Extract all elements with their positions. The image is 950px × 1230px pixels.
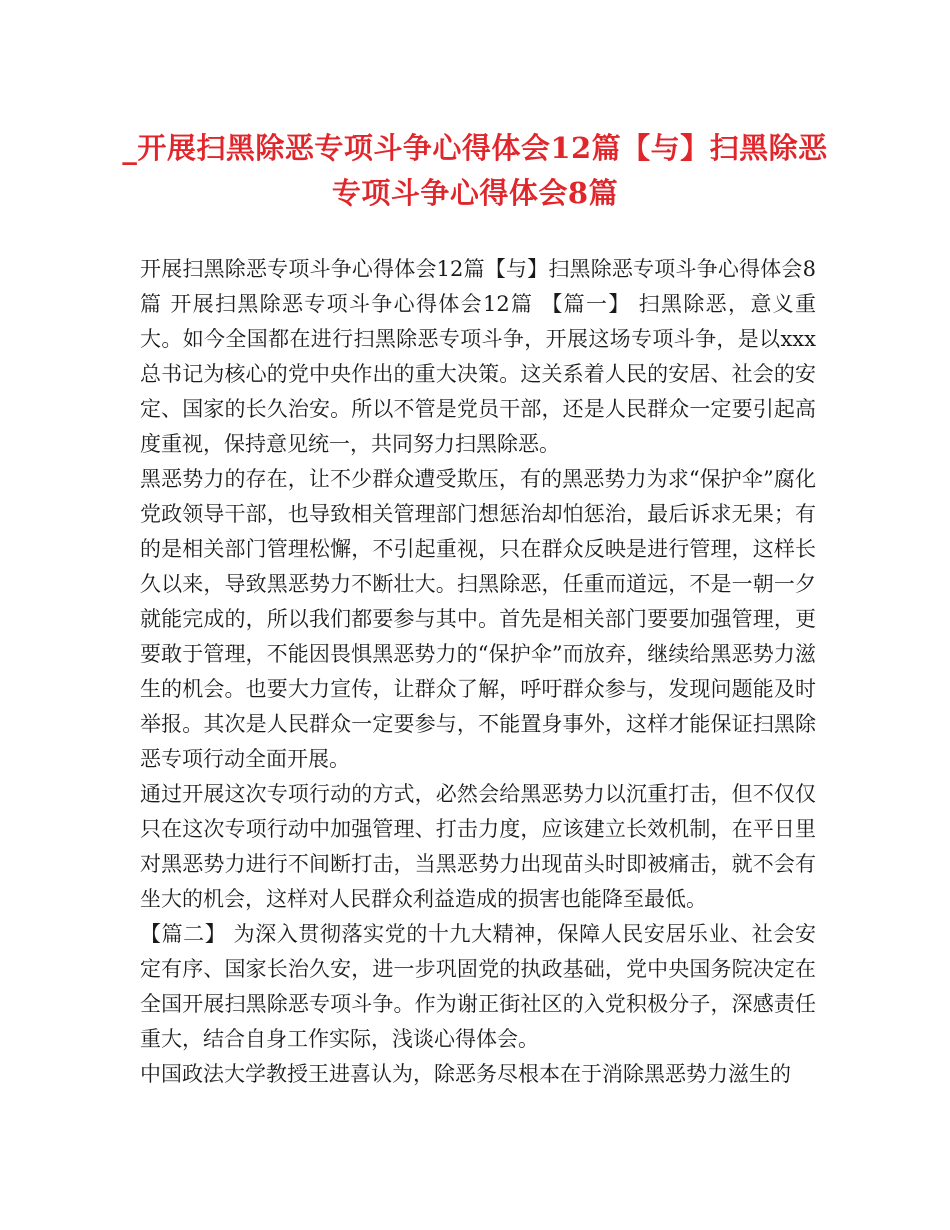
document-title: _开展扫黑除恶专项斗争心得体会12篇【与】扫黑除恶专项斗争心得体会8篇: [122, 131, 828, 210]
paragraph-3: 通过开展这次专项行动的方式，必然会给黑恶势力以沉重打击，但不仅仅只在这次专项行动中加强管理、打击力度，应该建立长效机制，在平日里对黑恶势力进行不间断打击，当黑恶势力出现苗头时即被痛击，就不会有坐大的机会，这样对人民群众利益造成的损害也能降至最低。: [140, 782, 816, 911]
paragraph-2: 黑恶势力的存在，让不少群众遭受欺压，有的黑恶势力为求“保护伞”腐化党政领导干部，也导致相关管理部门想惩治却怕惩治，最后诉求无果；有的是相关部门管理松懈，不引起重视，只在群众反映是进行管理，这样长久以来，导致黑恶势力不断壮大。扫黑除恶，任重而道远，不是一朝一夕就能完成的，所以我们都要参与其中。首先是相关部门要要加强管理，更要敢于管理，不能因畏惧黑恶势力的“保护伞”而放弃，继续给黑恶势力滋生的机会。也要大力宣传，让群众了解，呼吁群众参与，发现问题能及时举报。其次是人民群众一定要参与，不能置身事外，这样才能保证扫黑除恶专项行动全面开展。: [140, 467, 816, 771]
paragraph-4: 【篇二】 为深入贯彻落实党的十九大精神，保障人民安居乐业、社会安定有序、国家长治久安，进一步巩固党的执政基础，党中央国务院决定在全国开展扫黑除恶专项斗争。作为谢正街社区的入党积极分子，深感责任重大，结合自身工作实际，浅谈心得体会。: [140, 922, 816, 1051]
document-body: [140, 252, 816, 1092]
paragraph-1: 开展扫黑除恶专项斗争心得体会12篇【与】扫黑除恶专项斗争心得体会8篇 开展扫黑除恶专项斗争心得体会12篇 【篇一】 扫黑除恶，意义重大。如今全国都在进行扫黑除恶专项斗争，开展这场专项斗争，是以xxx总书记为核心的党中央作出的重大决策。这关系着人民的安居、社会的安定、国家的长久治安。所以不管是党员干部，还是人民群众一定要引起高度重视，保持意见统一，共同努力扫黑除恶。: [140, 257, 816, 456]
paragraph-5: 中国政法大学教授王进喜认为，除恶务尽根本在于消除黑恶势力滋生的: [140, 1062, 791, 1086]
